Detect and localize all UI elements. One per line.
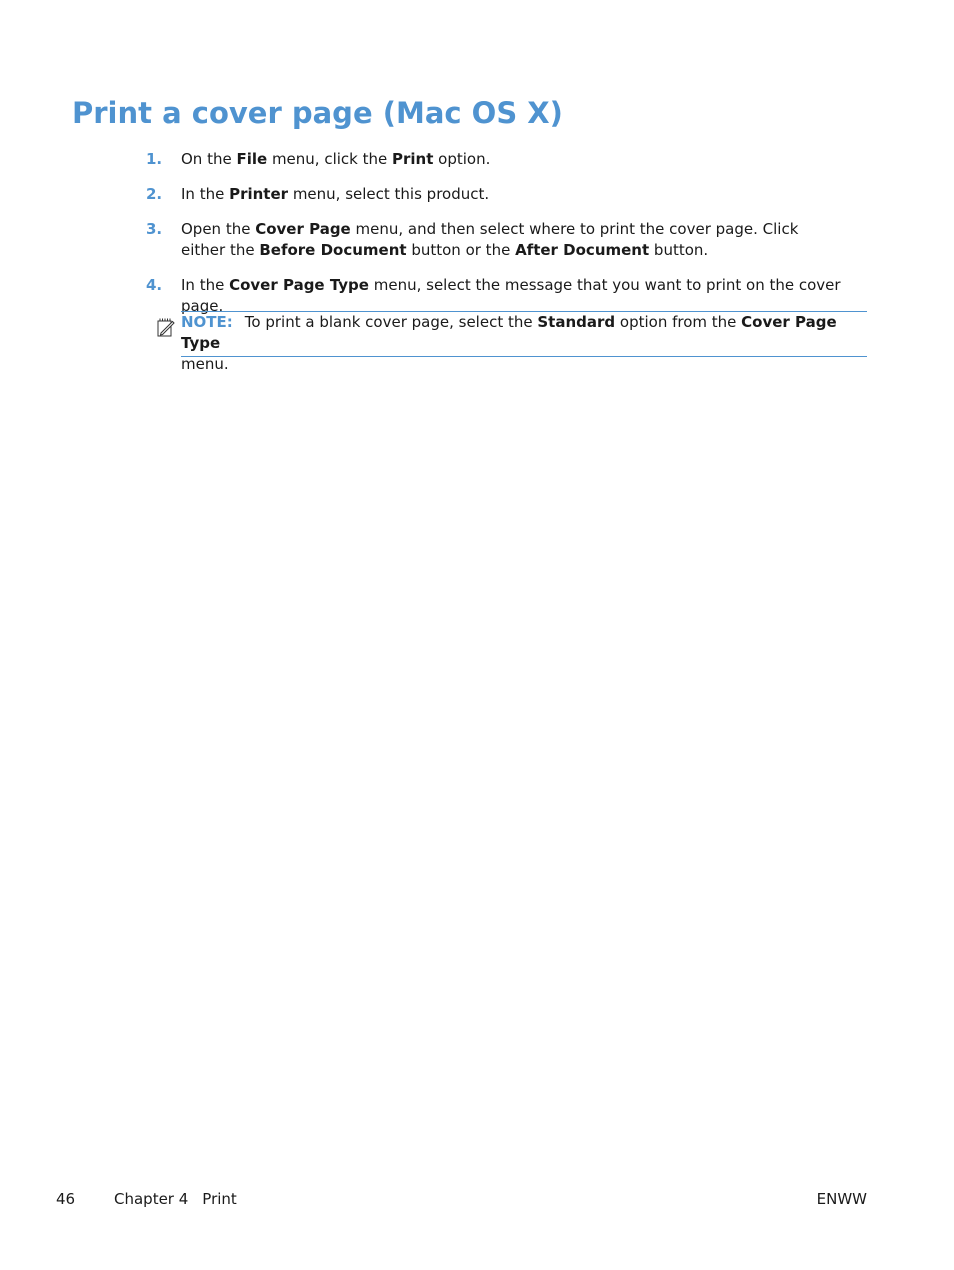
step-text-part: Open the: [181, 220, 256, 238]
page-number: 46: [56, 1190, 76, 1208]
option-name-standard: Standard: [537, 313, 616, 331]
step-text-part: button.: [649, 241, 709, 259]
step-text-part: In the: [181, 276, 230, 294]
menu-name-cover-page-type: Cover Page Type: [229, 276, 369, 294]
step-text: [181, 184, 846, 205]
step-number: 1.: [146, 150, 163, 168]
step-text-part: On the: [181, 150, 237, 168]
step-text: [181, 149, 846, 170]
step-text-part: option.: [433, 150, 491, 168]
footer-chapter: [114, 1189, 237, 1210]
menu-name-printer: Printer: [229, 185, 289, 203]
step-number: 2.: [146, 185, 163, 203]
section-label: Print: [202, 1190, 237, 1208]
note-box: [181, 311, 867, 373]
note-text: [181, 312, 867, 375]
footer-locale-code: ENWW: [816, 1190, 867, 1208]
step-text-part: menu, and then select where to print the cover page. Click either the: [181, 220, 799, 259]
chapter-label: Chapter 4: [114, 1190, 189, 1208]
note-icon: [157, 317, 175, 337]
menu-name-cover-page: Cover Page: [255, 220, 351, 238]
step-text-part: menu, select this product.: [288, 185, 490, 203]
step-number: 3.: [146, 220, 163, 238]
step-number: 4.: [146, 276, 163, 294]
step-text: [181, 219, 846, 261]
step-text-part: button or the: [406, 241, 516, 259]
note-text-part: menu.: [181, 355, 229, 373]
note-text-part: option from the: [615, 313, 742, 331]
note-text-part: To print a blank cover page, select the: [244, 313, 538, 331]
option-name-print: Print: [392, 150, 434, 168]
button-name-before-document: Before Document: [259, 241, 407, 259]
step-text-part: menu, select the message that you want to print on the cover page.: [181, 276, 841, 315]
menu-name-file: File: [236, 150, 268, 168]
step-text-part: In the: [181, 185, 230, 203]
menu-name-cover-page-type: Cover Page Type: [181, 313, 837, 352]
page-title: Print a cover page (Mac OS X): [72, 96, 563, 130]
step-text-part: menu, click the: [267, 150, 392, 168]
note-label: NOTE:: [181, 313, 233, 331]
button-name-after-document: After Document: [515, 241, 650, 259]
